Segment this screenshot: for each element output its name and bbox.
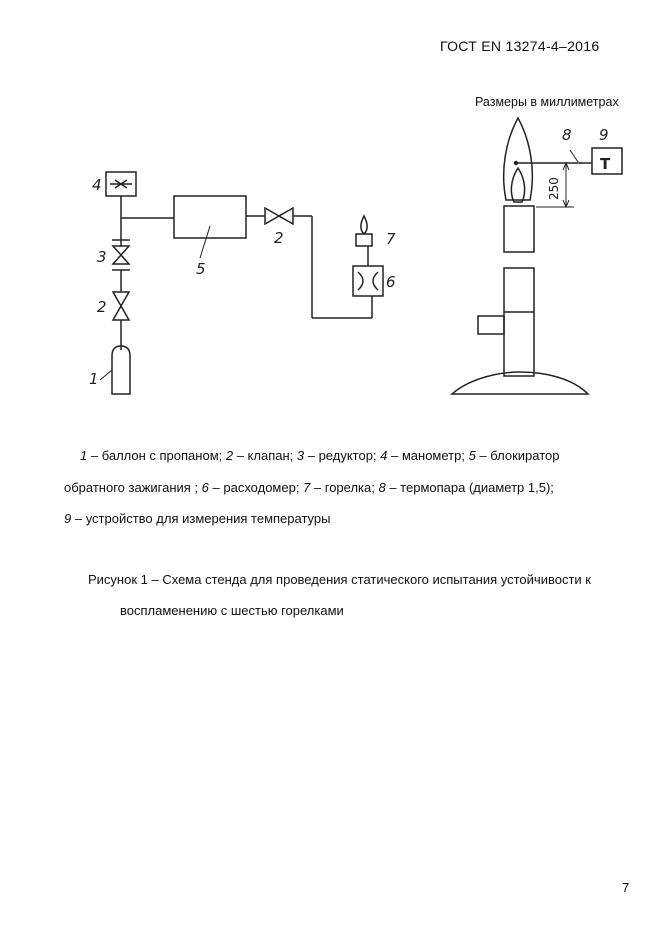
page-number: 7 — [622, 880, 630, 895]
burner-detail — [452, 118, 622, 394]
label-9: 9 — [599, 126, 609, 144]
burner-top — [504, 206, 534, 252]
label-2-horizontal: 2 — [274, 229, 284, 247]
label-1: 1 — [89, 370, 99, 388]
outer-flame — [504, 118, 533, 200]
dimension-250: 250 — [547, 177, 561, 200]
valve-horizontal-symbol — [265, 208, 279, 224]
flashback-arrestor-box — [174, 196, 246, 238]
gas-cylinder-symbol — [112, 346, 130, 394]
dimensions-note: Размеры в миллиметрах — [475, 95, 619, 109]
temp-device-symbol: T — [600, 155, 611, 173]
label-5: 5 — [196, 260, 206, 278]
inner-flame — [511, 168, 524, 202]
label-6: 6 — [386, 273, 396, 291]
burner-symbol — [356, 234, 372, 246]
figure-caption-line-2: воспламенению с шестью горелками — [120, 603, 344, 618]
gas-inlet — [478, 316, 504, 334]
label-7: 7 — [386, 230, 396, 248]
test-rig-schematic — [0, 0, 662, 430]
label-3: 3 — [97, 248, 107, 266]
reducer-symbol — [113, 246, 129, 255]
valve-vertical-symbol — [113, 292, 129, 306]
label-8: 8 — [562, 126, 572, 144]
legend-line-2: обратного зажигания ; 6 – расходомер; 7 – горелка; 8 – термопара (диаметр 1,5); — [64, 480, 554, 495]
legend-line-1: 1 – баллон с пропаном; 2 – клапан; 3 – редуктор; 4 – манометр; 5 – блокиратор — [80, 448, 560, 463]
legend-line-3: 9 – устройство для измерения температуры — [64, 511, 331, 526]
label-2-vertical: 2 — [97, 298, 107, 316]
label-4: 4 — [92, 176, 102, 194]
flowmeter-symbol — [353, 266, 383, 296]
thermocouple-tip — [514, 161, 518, 165]
figure-caption-line-1: Рисунок 1 – Схема стенда для проведения статического испытания устойчивости к — [88, 572, 591, 587]
document-number: ГОСТ EN 13274-4–2016 — [440, 38, 600, 54]
